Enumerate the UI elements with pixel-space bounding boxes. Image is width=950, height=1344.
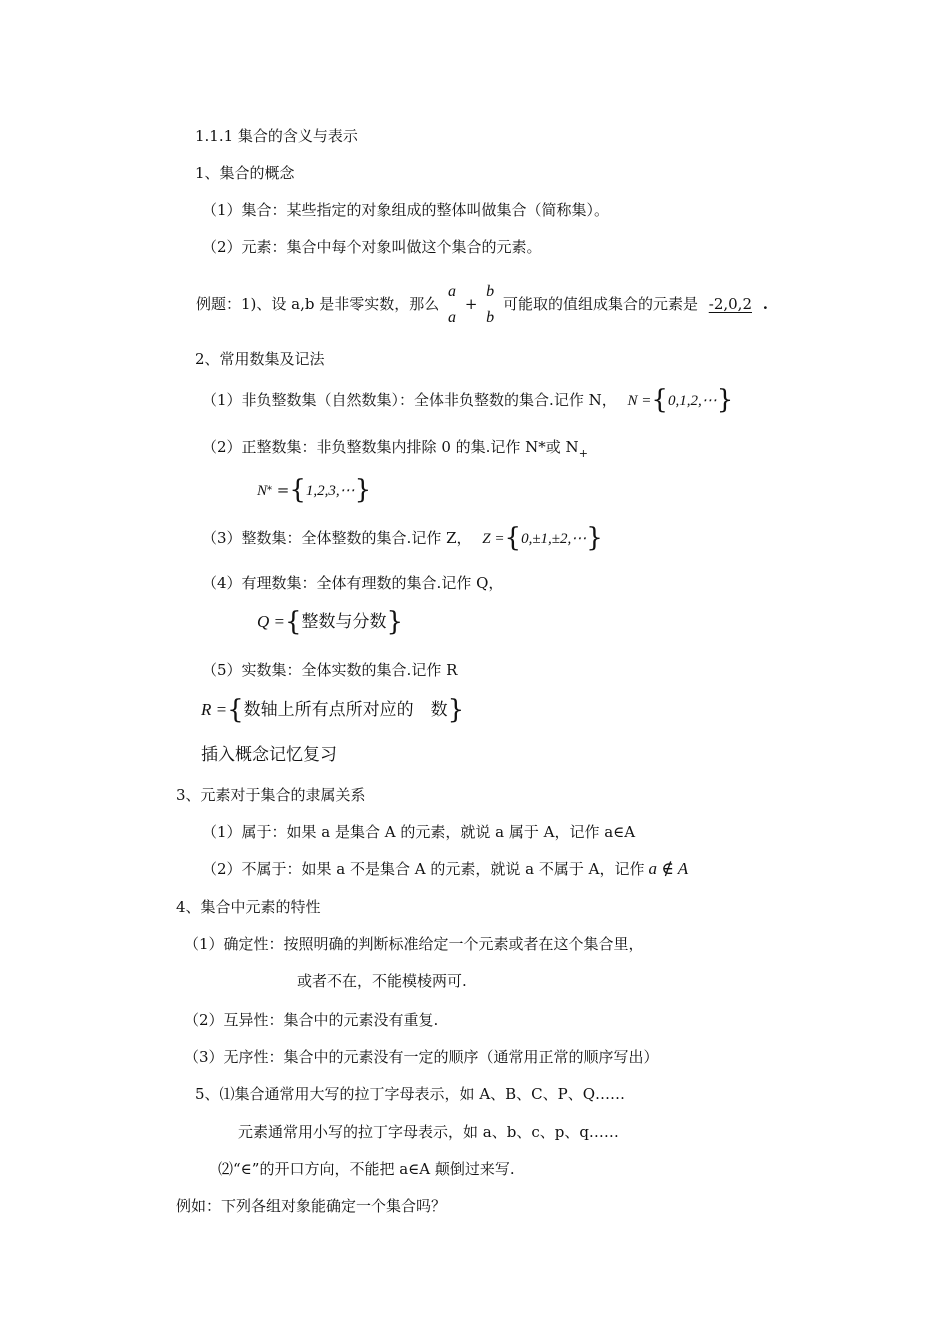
rationals-formula: Q ={整数与分数} xyxy=(257,607,404,637)
positive-integers-set: 1,2,3,⋯ xyxy=(305,483,355,499)
integers-line: （3）整数集：全体整数的集合.记作 Z， Z ={0,±1,±2,⋯} xyxy=(202,523,603,553)
reals-lhs: R = xyxy=(201,700,228,719)
notation-uppercase: 5、⑴集合通常用大写的拉丁字母表示，如 A、B、C、P、Q…… xyxy=(195,1085,626,1103)
property-definiteness-cont: 或者不在，不能模棱两可. xyxy=(297,972,467,990)
rationals-lhs: Q = xyxy=(257,612,285,631)
fraction-a-denominator: a xyxy=(448,309,457,326)
positive-integers-lhs: N xyxy=(257,483,268,499)
natural-numbers-set: 0,1,2,⋯ xyxy=(667,393,717,409)
heading-properties: 4、集合中元素的特性 xyxy=(176,898,321,916)
heading-number-sets: 2、常用数集及记法 xyxy=(195,350,325,368)
natural-numbers-text: （1）非负整数集（自然数集）：全体非负整数的集合.记作 N， xyxy=(202,391,617,409)
closing-question: 例如：下列各组对象能确定一个集合吗？ xyxy=(176,1197,447,1215)
definition-set: （1）集合：某些指定的对象组成的整体叫做集合（简称集）。 xyxy=(202,201,610,219)
reals-text: （5）实数集：全体实数的集合.记作 R xyxy=(202,661,458,679)
positive-integers-subscript: + xyxy=(578,447,588,460)
reals-formula: R ={数轴上所有点所对应的 数} xyxy=(201,695,465,725)
positive-integers-star: * xyxy=(267,485,273,496)
positive-integers-text: （2）正整数集：非负整数集内排除 0 的集.记作 N*或 N xyxy=(202,438,579,456)
insert-review-note: 插入概念记忆复习 xyxy=(201,745,337,765)
rationals-text: （4）有理数集：全体有理数的集合.记作 Q， xyxy=(202,574,504,592)
example-1-middle: 可能取的值组成集合的元素是 xyxy=(502,295,698,313)
membership-belongs: （1）属于：如果 a 是集合 A 的元素，就说 a 属于 A，记作 a∈A xyxy=(202,823,636,841)
not-element-formula: a ∉ A xyxy=(648,859,689,878)
notation-element-symbol: ⑵“∈”的开口方向，不能把 a∈A 颠倒过来写. xyxy=(218,1160,515,1178)
positive-integers-line xyxy=(202,437,588,464)
property-definiteness: （1）确定性：按照明确的判断标准给定一个元素或者在这个集合里， xyxy=(184,935,644,953)
heading-membership: 3、元素对于集合的隶属关系 xyxy=(176,786,366,804)
positive-integers-eq: = xyxy=(276,481,290,499)
natural-numbers-line: （1）非负整数集（自然数集）：全体非负整数的集合.记作 N， N ={0,1,2,⋯} xyxy=(202,385,734,415)
fraction-a-numerator: a xyxy=(448,283,457,300)
example-1 xyxy=(196,278,768,331)
membership-not-belongs xyxy=(202,859,688,879)
fraction-a-over-a xyxy=(448,279,456,331)
positive-integers-formula: N* ={1,2,3,⋯} xyxy=(257,475,372,505)
plus-sign: + xyxy=(464,295,478,313)
membership-not-belongs-text: （2）不属于：如果 a 不是集合 A 的元素，就说 a 不属于 A，记作 xyxy=(202,860,645,878)
example-1-end: . xyxy=(762,295,769,313)
natural-numbers-lhs: N = xyxy=(627,393,652,409)
fraction-b-over-b xyxy=(486,279,494,331)
notation-lowercase: 元素通常用小写的拉丁字母表示，如 a、b、c、p、q…… xyxy=(238,1123,619,1141)
property-unordered: （3）无序性：集合中的元素没有一定的顺序（通常用正常的顺序写出） xyxy=(184,1048,659,1066)
example-1-answer: -2,0,2 xyxy=(708,295,752,313)
heading-set-concept: 1、集合的概念 xyxy=(195,164,295,182)
property-distinctness: （2）互异性：集合中的元素没有重复. xyxy=(184,1011,439,1029)
reals-set: 数轴上所有点所对应的 数 xyxy=(243,700,448,720)
integers-set: 0,±1,±2,⋯ xyxy=(521,531,587,547)
fraction-b-denominator: b xyxy=(486,309,495,326)
fraction-b-numerator: b xyxy=(486,283,495,300)
example-1-prefix: 例题：1)、设 a,b 是非零实数，那么 xyxy=(196,295,440,313)
rationals-set: 整数与分数 xyxy=(301,612,387,632)
integers-lhs: Z = xyxy=(482,531,505,547)
section-title: 1.1.1 集合的含义与表示 xyxy=(195,127,358,145)
definition-element: （2）元素：集合中每个对象叫做这个集合的元素。 xyxy=(202,238,542,256)
integers-text: （3）整数集：全体整数的集合.记作 Z， xyxy=(202,529,472,547)
